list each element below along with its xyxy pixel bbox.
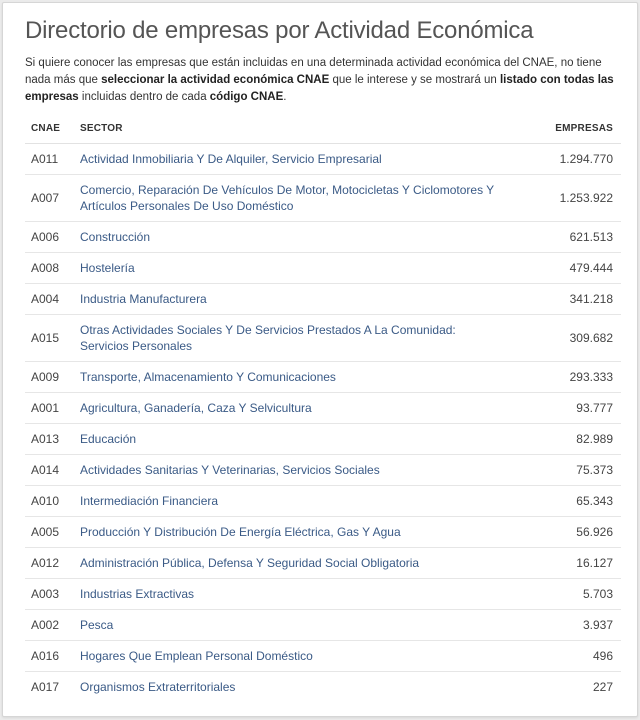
- header-cnae: CNAE: [25, 115, 79, 143]
- intro-text-3: incluidas dentro de cada: [78, 91, 210, 103]
- company-count: 65.343: [511, 485, 621, 516]
- company-count: 5.703: [511, 578, 621, 609]
- table-row: [25, 361, 621, 392]
- company-count: 496: [511, 640, 621, 671]
- company-count: 16.127: [511, 547, 621, 578]
- table-row: [25, 392, 621, 423]
- page-title: Directorio de empresas por Actividad Económica: [25, 17, 534, 44]
- sector-link[interactable]: Agricultura, Ganadería, Caza Y Selvicultura: [79, 392, 511, 423]
- sector-link[interactable]: Administración Pública, Defensa Y Seguridad Social Obligatoria: [79, 547, 511, 578]
- table-row: [25, 485, 621, 516]
- table-row: [25, 547, 621, 578]
- intro-paragraph: [25, 55, 623, 106]
- intro-text-1: Si quiere conocer las empresas que están incluidas en una determinada actividad económica del CNAE, no tiene nada más que: [25, 57, 602, 86]
- sector-link[interactable]: Educación: [79, 423, 511, 454]
- cnae-code: A012: [25, 547, 79, 578]
- sector-table: [25, 115, 621, 702]
- intro-bold-3: código CNAE: [209, 91, 284, 103]
- company-count: 93.777: [511, 392, 621, 423]
- table-row: [25, 516, 621, 547]
- sector-link[interactable]: Pesca: [79, 609, 511, 640]
- sector-link[interactable]: Comercio, Reparación De Vehículos De Motor, Motocicletas Y Ciclomotores Y Artículos Personales De Uso Doméstico: [79, 174, 511, 221]
- intro-text-4: .: [283, 91, 287, 103]
- header-empresas: EMPRESAS: [511, 115, 621, 143]
- company-count: 1.294.770: [511, 143, 621, 174]
- cnae-code: A004: [25, 283, 79, 314]
- sector-link[interactable]: Otras Actividades Sociales Y De Servicios Prestados A La Comunidad: Servicios Personales: [79, 314, 511, 361]
- company-count: 75.373: [511, 454, 621, 485]
- sector-link[interactable]: Actividades Sanitarias Y Veterinarias, Servicios Sociales: [79, 454, 511, 485]
- sector-link[interactable]: Intermediación Financiera: [79, 485, 511, 516]
- directory-panel: [2, 2, 638, 717]
- company-count: 293.333: [511, 361, 621, 392]
- company-count: 479.444: [511, 252, 621, 283]
- intro-bold-2: listado con todas las empresas: [25, 74, 614, 103]
- table-row: [25, 454, 621, 485]
- sector-link[interactable]: Producción Y Distribución De Energía Eléctrica, Gas Y Agua: [79, 516, 511, 547]
- table-row: [25, 578, 621, 609]
- sector-link[interactable]: Construcción: [79, 221, 511, 252]
- cnae-code: A009: [25, 361, 79, 392]
- sector-link[interactable]: Organismos Extraterritoriales: [80, 679, 236, 694]
- table-row: [25, 640, 621, 671]
- cnae-code: A014: [25, 454, 79, 485]
- cnae-code: A016: [25, 640, 79, 671]
- table-row: [25, 671, 621, 702]
- cnae-code: A001: [25, 392, 79, 423]
- cnae-code: A015: [25, 314, 79, 361]
- table-row: [25, 423, 621, 454]
- table-row: [25, 143, 621, 174]
- table-header-row: [25, 115, 621, 143]
- cnae-code: A013: [25, 423, 79, 454]
- cnae-code: A003: [25, 578, 79, 609]
- sector-link[interactable]: Actividad Inmobiliaria Y De Alquiler, Servicio Empresarial: [79, 143, 511, 174]
- table-row: [25, 252, 621, 283]
- cnae-code: A017: [31, 679, 60, 694]
- cnae-code: A006: [25, 221, 79, 252]
- cnae-code: A008: [25, 252, 79, 283]
- intro-bold-1: seleccionar la actividad económica CNAE: [101, 74, 330, 86]
- company-count: 309.682: [511, 314, 621, 361]
- sector-link[interactable]: Industrias Extractivas: [79, 578, 511, 609]
- company-count: 3.937: [511, 609, 621, 640]
- company-count: 227: [592, 679, 613, 694]
- cnae-code: A002: [25, 609, 79, 640]
- company-count: 56.926: [511, 516, 621, 547]
- company-count: 621.513: [511, 221, 621, 252]
- table-row: [25, 283, 621, 314]
- company-count: 1.253.922: [511, 174, 621, 221]
- intro-text-2: que le interese y se mostrará un: [329, 74, 500, 86]
- header-sector: SECTOR: [79, 115, 511, 143]
- cnae-code: A007: [25, 174, 79, 221]
- cnae-code: A011: [25, 143, 79, 174]
- table-row: [25, 221, 621, 252]
- cnae-code: A010: [25, 485, 79, 516]
- table-row: [25, 174, 621, 221]
- table-row: [25, 609, 621, 640]
- sector-link[interactable]: Industria Manufacturera: [79, 283, 511, 314]
- sector-link[interactable]: Hostelería: [79, 252, 511, 283]
- company-count: 82.989: [511, 423, 621, 454]
- sector-link[interactable]: Transporte, Almacenamiento Y Comunicaciones: [79, 361, 511, 392]
- table-row: [25, 314, 621, 361]
- sector-link[interactable]: Hogares Que Emplean Personal Doméstico: [79, 640, 511, 671]
- company-count: 341.218: [511, 283, 621, 314]
- cnae-code: A005: [25, 516, 79, 547]
